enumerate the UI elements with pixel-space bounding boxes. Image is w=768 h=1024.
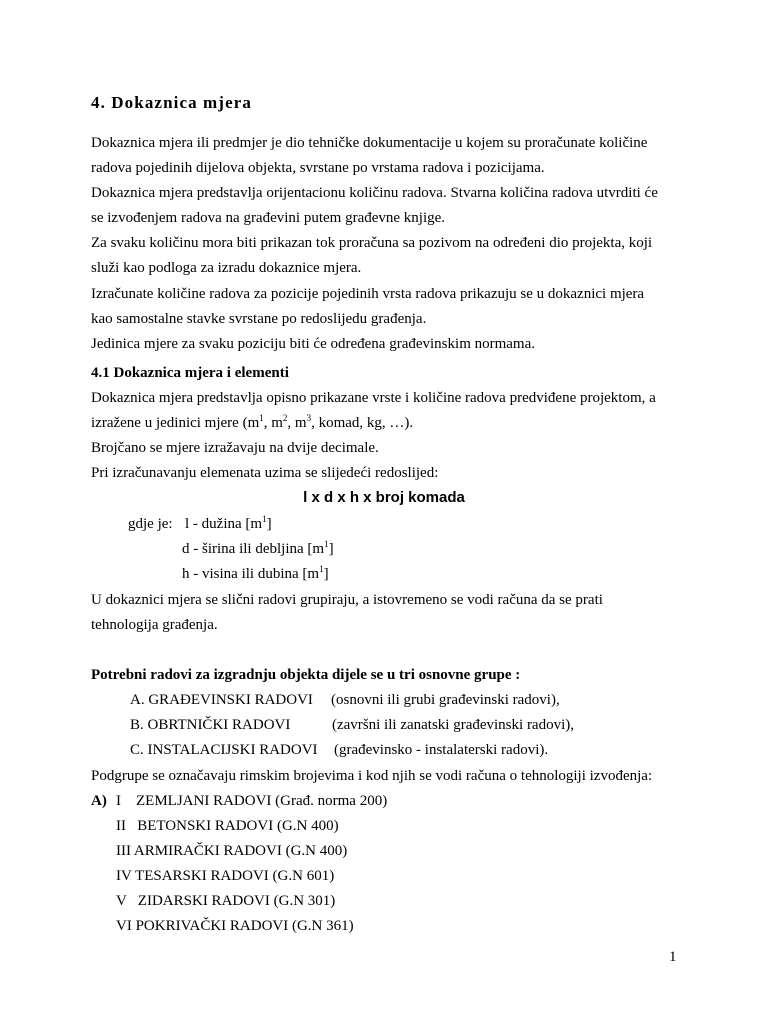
where-text: d - širina ili debljina [m [182, 541, 325, 557]
intro-line: služi kao podloga za izradu dokaznice mjera. [91, 260, 362, 276]
page-title: 4. Dokaznica mjera [91, 93, 252, 112]
units-text: , m [263, 415, 283, 431]
page-number: 1 [669, 949, 677, 965]
superscript: 1 [319, 564, 324, 574]
list-item: V ZIDARSKI RADOVI (G.N 301) [116, 893, 336, 909]
subgroups-note: Podgrupe se označavaju rimskim brojevima i kod njih se vodi računa o tehnologiji izvođenja: [91, 768, 653, 784]
section-line: U dokaznici mjera se slični radovi grupiraju, a istovremeno se vodi računa da se prati [91, 592, 603, 608]
section-heading: 4.1 Dokaznica mjera i elementi [91, 365, 289, 381]
intro-line: Za svaku količinu mora biti prikazan tok proračuna sa pozivom na određeni dio projekta, koji [91, 235, 653, 251]
group-a-name: A. GRAĐEVINSKI RADOVI [130, 692, 313, 708]
section-line: Dokaznica mjera predstavlja opisno prikazane vrste i količine radova predviđene projektom, a [91, 390, 656, 406]
intro-line: radova pojedinih dijelova objekta, svrstane po vrstama radova i pozicijama. [91, 160, 545, 176]
group-b-desc: (završni ili zanatski građevinski radovi), [332, 717, 575, 733]
intro-line: Dokaznica mjera predstavlja orijentacionu količinu radova. Stvarna količina radova utvrditi će [91, 185, 658, 201]
groups-heading: Potrebni radovi za izgradnju objekta dijele se u tri osnovne grupe : [91, 667, 521, 683]
intro-line: se izvođenjem radova na građevini putem građevne knjige. [91, 210, 446, 226]
group-b-name: B. OBRTNIČKI RADOVI [130, 717, 291, 733]
units-text: izražene u jedinici mjere (m [91, 415, 260, 431]
units-text: , m [287, 415, 307, 431]
where-text: l - dužina [m [185, 516, 263, 532]
intro-line: Jedinica mjere za svaku poziciju biti će određena građevinskim normama. [91, 336, 536, 352]
where-label: gdje je: [128, 516, 173, 532]
bracket: ] [323, 566, 329, 582]
group-a-desc: (osnovni ili grubi građevinski radovi), [331, 692, 560, 708]
bracket: ] [328, 541, 334, 557]
superscript: 1 [324, 539, 329, 549]
intro-line: kao samostalne stavke svrstane po redoslijedu građenja. [91, 311, 427, 327]
list-item: II BETONSKI RADOVI (G.N 400) [116, 818, 339, 834]
bracket: ] [266, 516, 272, 532]
list-item: VI POKRIVAČKI RADOVI (G.N 361) [116, 918, 354, 934]
units-text: , komad, kg, …). [311, 415, 414, 431]
where-text: h - visina ili dubina [m [182, 566, 320, 582]
group-c-name: C. INSTALACIJSKI RADOVI [130, 742, 318, 758]
superscript: 1 [259, 413, 264, 423]
where-height [182, 565, 329, 583]
formula: l x d x h x broj komada [303, 489, 465, 506]
superscript: 2 [282, 413, 288, 423]
list-item: IV TESARSKI RADOVI (G.N 601) [116, 868, 335, 884]
section-line: Pri izračunavanju elemenata uzima se slijedeći redoslijed: [91, 465, 439, 481]
section-line: tehnologija građenja. [91, 617, 218, 633]
section-line: Brojčano se mjere izražavaju na dvije decimale. [91, 440, 379, 456]
intro-line: Dokaznica mjera ili predmjer je dio tehničke dokumentacije u kojem su proračunate količine [91, 135, 648, 151]
intro-line: Izračunate količine radova za pozicije pojedinih vrsta radova prikazuju se u dokaznici mjera [91, 286, 645, 302]
superscript: 1 [262, 514, 267, 524]
units-line [91, 414, 413, 432]
list-item: I ZEMLJANI RADOVI (Građ. norma 200) [116, 793, 388, 809]
superscript: 3 [306, 413, 312, 423]
group-a-label: A) [91, 793, 107, 809]
list-item: III ARMIRAČKI RADOVI (G.N 400) [116, 843, 348, 859]
where-length [185, 515, 272, 533]
group-c-desc: (građevinsko - instalaterski radovi). [334, 742, 549, 758]
where-width [182, 540, 334, 558]
